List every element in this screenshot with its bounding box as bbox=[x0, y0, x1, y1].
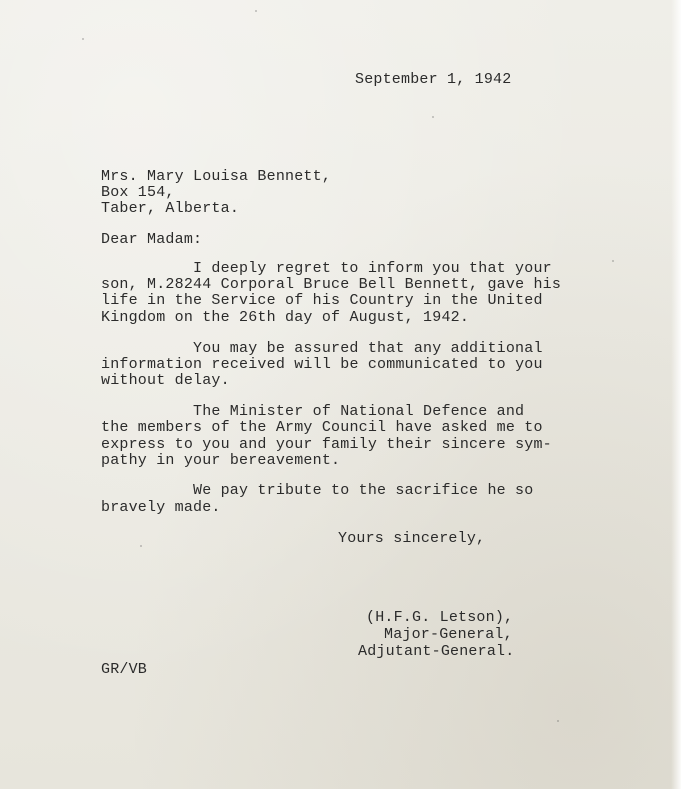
paragraph-3-line: express to you and your family their sincere sym- bbox=[101, 436, 552, 453]
paper-speck bbox=[557, 720, 559, 722]
paragraph-1-line: life in the Service of his Country in the United bbox=[101, 292, 543, 309]
paragraph-2-line: information received will be communicated to you bbox=[101, 356, 543, 373]
paragraph-1-line: I deeply regret to inform you that your bbox=[193, 260, 552, 277]
signature-name: (H.F.G. Letson), bbox=[366, 609, 514, 626]
paragraph-2-line: You may be assured that any additional bbox=[193, 340, 543, 357]
paragraph-2-line: without delay. bbox=[101, 372, 230, 389]
paper-speck bbox=[140, 545, 142, 547]
paragraph-3-line: pathy in your bereavement. bbox=[101, 452, 341, 469]
paragraph-3-line: The Minister of National Defence and bbox=[193, 403, 525, 420]
paper-speck bbox=[432, 116, 434, 118]
paper-speck bbox=[255, 10, 257, 12]
paragraph-4-line: bravely made. bbox=[101, 499, 221, 516]
paragraph-4-line: We pay tribute to the sacrifice he so bbox=[193, 482, 534, 499]
paragraph-1-line: son, M.28244 Corporal Bruce Bell Bennett, gave his bbox=[101, 276, 562, 293]
paragraph-1-line: Kingdom on the 26th day of August, 1942. bbox=[101, 309, 470, 326]
recipient-city: Taber, Alberta. bbox=[101, 200, 240, 217]
paper-speck bbox=[300, 455, 302, 457]
paper-speck bbox=[82, 38, 84, 40]
salutation: Dear Madam: bbox=[101, 231, 203, 248]
closing: Yours sincerely, bbox=[338, 530, 486, 547]
signature-rank: Major-General, bbox=[384, 626, 513, 643]
paragraph-3-line: the members of the Army Council have asked me to bbox=[101, 419, 543, 436]
signature-title: Adjutant-General. bbox=[358, 643, 515, 660]
letter-date: September 1, 1942 bbox=[355, 71, 512, 88]
recipient-box: Box 154, bbox=[101, 184, 175, 201]
reference-initials: GR/VB bbox=[101, 661, 148, 678]
paper-speck bbox=[612, 260, 614, 262]
recipient-name: Mrs. Mary Louisa Bennett, bbox=[101, 168, 332, 185]
